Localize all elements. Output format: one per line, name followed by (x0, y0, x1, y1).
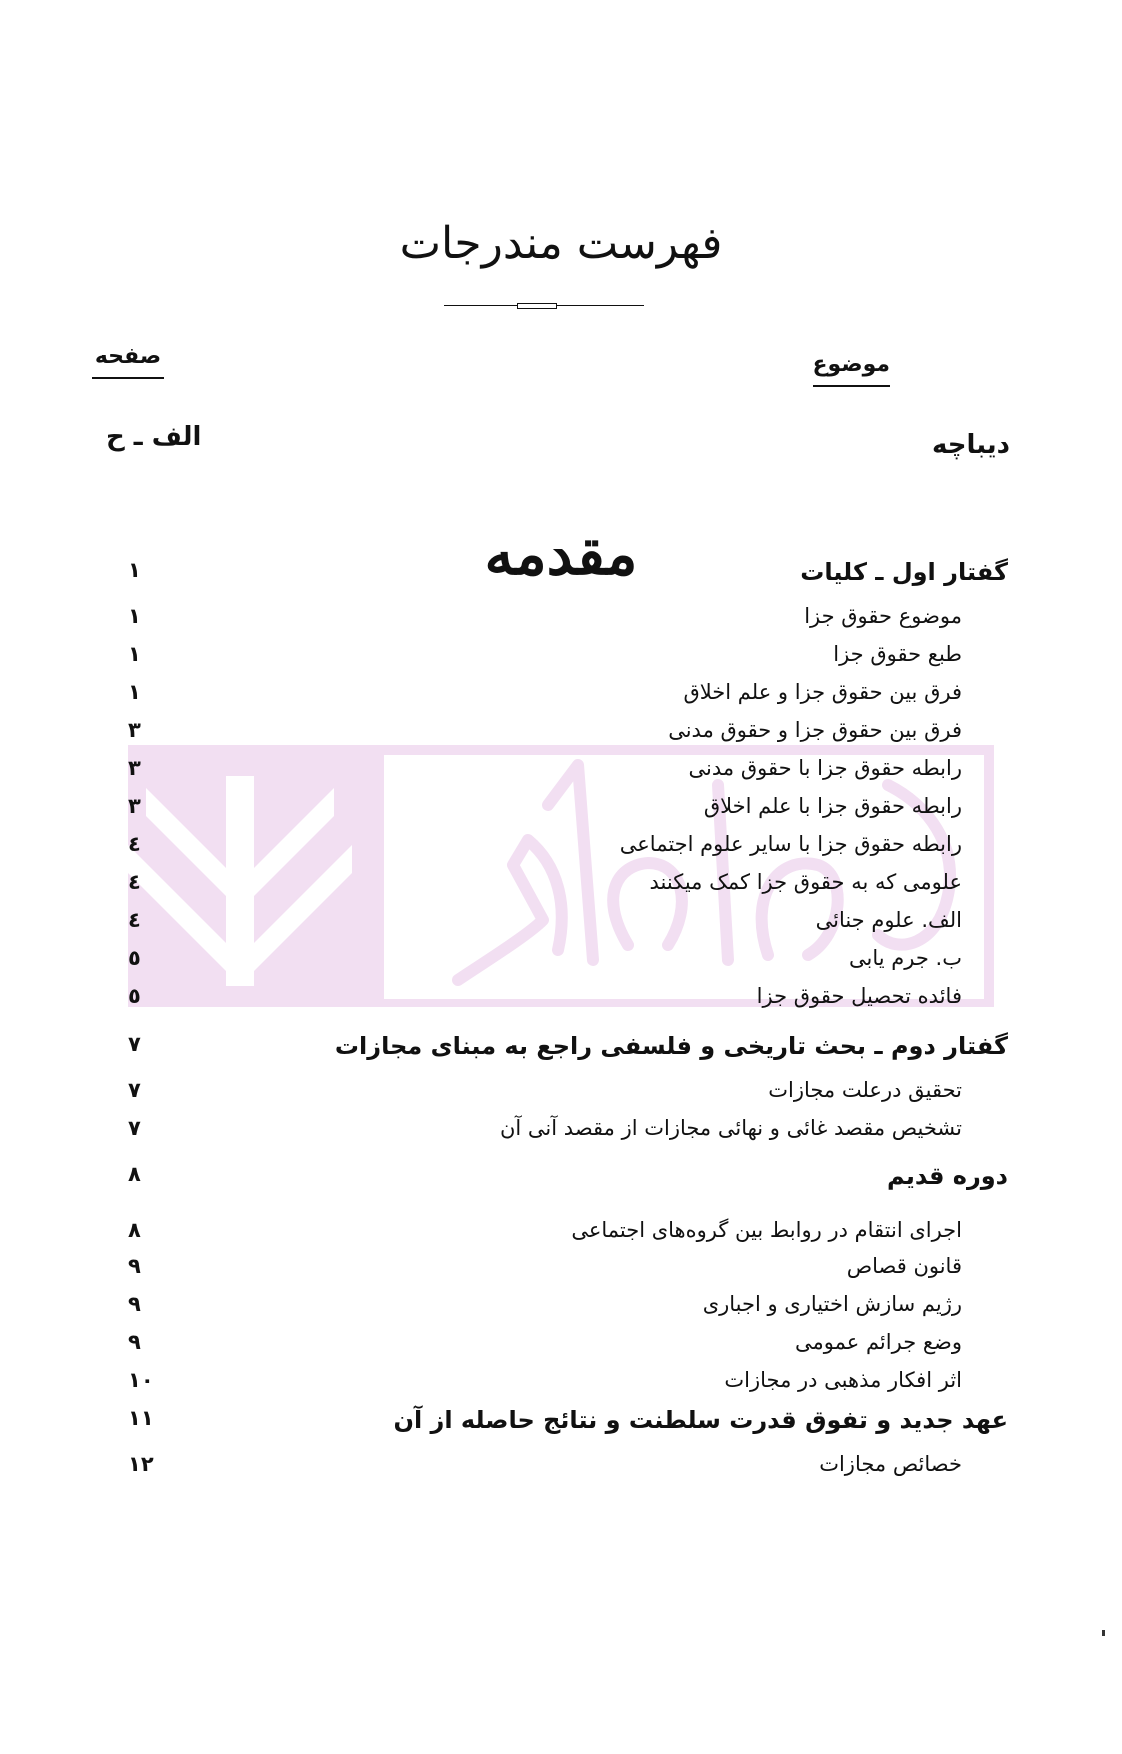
toc-entry-label: تحقیق درعلت مجازات (768, 1078, 962, 1102)
toc-entry-row (0, 680, 1122, 720)
column-header-page: صفحه (92, 344, 164, 379)
toc-entry-page: ۷ (128, 1032, 141, 1056)
toc-entry-page: ۸ (128, 1218, 141, 1242)
toc-entry-page: ۱۱ (128, 1406, 154, 1430)
toc-entry-label: دوره قدیم (887, 1162, 1008, 1190)
toc-entry-page: ۱ (128, 642, 141, 666)
toc-entry-page: ۱ (128, 558, 141, 582)
toc-entry-label: علومی که به حقوق جزا کمک میکنند (649, 870, 962, 894)
toc-entry-label: الف. علوم جنائی (815, 908, 962, 932)
page-title: فهرست مندرجات (399, 218, 723, 269)
toc-heading-row (0, 1406, 1122, 1446)
toc-entry-page: ۳ (128, 756, 141, 780)
toc-entry-label: قانون قصاص (846, 1254, 962, 1278)
toc-entry-label: گفتار دوم ـ بحث تاریخی و فلسفی راجع به مبنای مجازات (334, 1032, 1008, 1060)
toc-entry-label: اثر افکار مذهبی در مجازات (724, 1368, 962, 1392)
toc-entry-row (0, 794, 1122, 834)
toc-entry-label: وضع جرائم عمومی (795, 1330, 962, 1354)
toc-entry-label: موضوع حقوق جزا (804, 604, 962, 628)
scan-speck (1102, 1630, 1105, 1636)
toc-entry-page: ۳ (128, 794, 141, 818)
toc-entry-row (0, 1218, 1122, 1258)
toc-entry-row (0, 1452, 1122, 1492)
toc-entry-label: فائده تحصیل حقوق جزا (756, 984, 962, 1008)
toc-entry-page: ۱ (128, 680, 141, 704)
toc-entry-row (0, 1368, 1122, 1408)
toc-entry-label: خصائص مجازات (819, 1452, 962, 1476)
toc-entry-row (0, 984, 1122, 1024)
toc-entry-row (0, 870, 1122, 910)
toc-entry-page: ۸ (128, 1162, 141, 1186)
toc-entry-label: ب. جرم یابی (849, 946, 962, 970)
toc-entry-row (0, 832, 1122, 872)
toc-entry-row (0, 604, 1122, 644)
toc-entry-label: طبع حقوق جزا (833, 642, 962, 666)
toc-entry-page: ۱۲ (128, 1452, 154, 1476)
toc-entry-label: فرق بین حقوق جزا و علم اخلاق (683, 680, 962, 704)
toc-entry-label: فرق بین حقوق جزا و حقوق مدنی (668, 718, 962, 742)
toc-entry-row (0, 718, 1122, 758)
toc-entry-row (0, 908, 1122, 948)
toc-entry-page: ۱۰ (128, 1368, 154, 1392)
toc-entry-label: تشخیص مقصد غائی و نهائی مجازات از مقصد آنی آن (500, 1116, 962, 1140)
column-header-subject: موضوع (813, 352, 891, 387)
toc-entry-label: رابطه حقوق جزا با علم اخلاق (703, 794, 962, 818)
toc-entry-label: گفتار اول ـ کلیات (800, 558, 1008, 586)
toc-entry-page: ۱ (128, 604, 141, 628)
toc-entry-label: اجرای انتقام در روابط بین گروه‌های اجتماعی (571, 1218, 962, 1242)
toc-entry-page: ٤ (128, 908, 141, 932)
toc-entry-page: ۹ (128, 1330, 141, 1354)
preface-label: دیباچه (932, 430, 1010, 460)
toc-entry-row (0, 1292, 1122, 1332)
preface-page: الف ـ ح (106, 422, 202, 452)
toc-entry-row (0, 1116, 1122, 1156)
toc-entry-row (0, 1078, 1122, 1118)
toc-entry-page: ۹ (128, 1292, 141, 1316)
toc-entry-row (0, 946, 1122, 986)
toc-heading-row (0, 1032, 1122, 1072)
section-title: مقدمه (484, 520, 638, 588)
toc-heading-row (0, 558, 1122, 598)
toc-entry-page: ٤ (128, 832, 141, 856)
toc-entry-page: ۳ (128, 718, 141, 742)
toc-entry-row (0, 756, 1122, 796)
toc-entry-page: ٤ (128, 870, 141, 894)
toc-entry-row (0, 1330, 1122, 1370)
toc-entry-page: ٥ (128, 946, 141, 970)
toc-entry-label: رابطه حقوق جزا با سایر علوم اجتماعی (619, 832, 962, 856)
toc-entry-label: عهد جدید و تفوق قدرت سلطنت و نتائج حاصله از آن (393, 1406, 1008, 1434)
toc-entry-page: ٥ (128, 984, 141, 1008)
toc-entry-page: ۷ (128, 1116, 141, 1140)
toc-heading-row (0, 1162, 1122, 1202)
toc-entry-label: رابطه حقوق جزا با حقوق مدنی (688, 756, 962, 780)
toc-entry-row (0, 642, 1122, 682)
toc-entry-page: ۹ (128, 1254, 141, 1278)
toc-entry-label: رژیم سازش اختیاری و اجباری (702, 1292, 962, 1316)
toc-entry-page: ۷ (128, 1078, 141, 1102)
toc-entry-row (0, 1254, 1122, 1294)
